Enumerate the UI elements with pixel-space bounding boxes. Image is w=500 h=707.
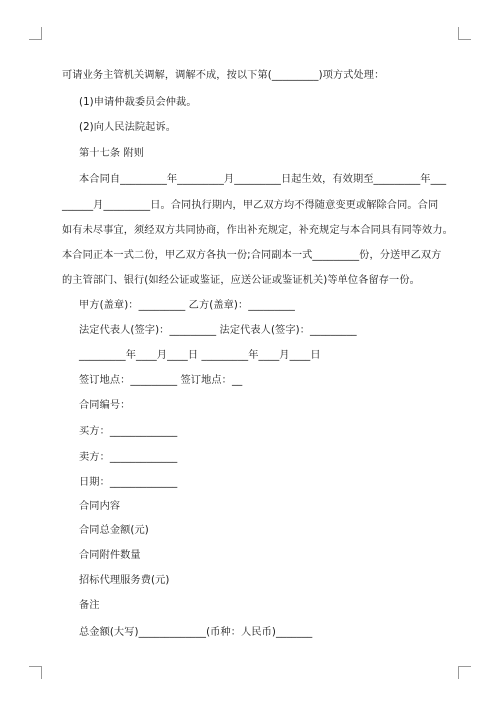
text-line-validity-period: ______月_________日。合同执行期内，甲乙双方均不得随意变更或解除合同。合同 xyxy=(62,200,439,211)
signature-line-locations: 签订地点：_________ 签订地点：__ xyxy=(79,375,243,386)
text-line-option-arbitration: (1)申请仲裁委员会仲裁。 xyxy=(79,97,197,108)
field-date: 日期：_____________ xyxy=(79,477,178,488)
field-total-amount: 合同总金额(元) xyxy=(79,525,149,536)
field-contract-number: 合同编号： xyxy=(79,400,131,411)
field-total-amount-capital: 总金额(大写)_____________(币种：人民币)_______ xyxy=(79,627,313,638)
field-attachment-count: 合同附件数量 xyxy=(79,550,141,561)
text-line-dispute-clause: 可请业务主管机关调解，调解不成，按以下第(_________)项方式处理： xyxy=(62,70,385,81)
field-contract-content: 合同内容 xyxy=(79,501,121,512)
crop-mark-bottom-right xyxy=(458,666,471,679)
text-line-option-court: (2)向人民法院起诉。 xyxy=(79,122,177,133)
signature-line-representatives: 法定代表人(签字)：_________ 法定代表人(签字)：_________ xyxy=(79,325,357,336)
text-line-supplement: 如有未尽事宜，须经双方共同协商，作出补充规定，补充规定与本合同具有同等效力。 xyxy=(62,225,453,236)
text-line-distribution: 的主管部门、银行(如经公证或鉴证，应送公证或鉴证机关)等单位各留存一份。 xyxy=(62,275,420,286)
crop-mark-top-right xyxy=(458,27,471,40)
field-remarks: 备注 xyxy=(79,600,100,611)
signature-line-seals: 甲方(盖章)：_________ 乙方(盖章)：_________ xyxy=(79,300,295,311)
crop-mark-top-left xyxy=(29,27,42,40)
text-line-copies: 本合同正本一式二份，甲乙双方各执一份;合同副本一式_________份，分送甲乙双方 xyxy=(62,250,442,261)
signature-line-dates: _________年____月____日 _________年____月____日 xyxy=(79,350,321,361)
section-heading-article-17: 第十七条 附则 xyxy=(79,148,145,159)
field-agency-fee: 招标代理服务费(元) xyxy=(79,575,170,586)
crop-mark-bottom-left xyxy=(29,666,42,679)
field-seller: 卖方：_____________ xyxy=(79,452,178,463)
field-buyer: 买方：_____________ xyxy=(79,426,178,437)
text-line-effective-date: 本合同自_________年_________月_________日起生效，有效期至_________年___ xyxy=(79,174,447,185)
